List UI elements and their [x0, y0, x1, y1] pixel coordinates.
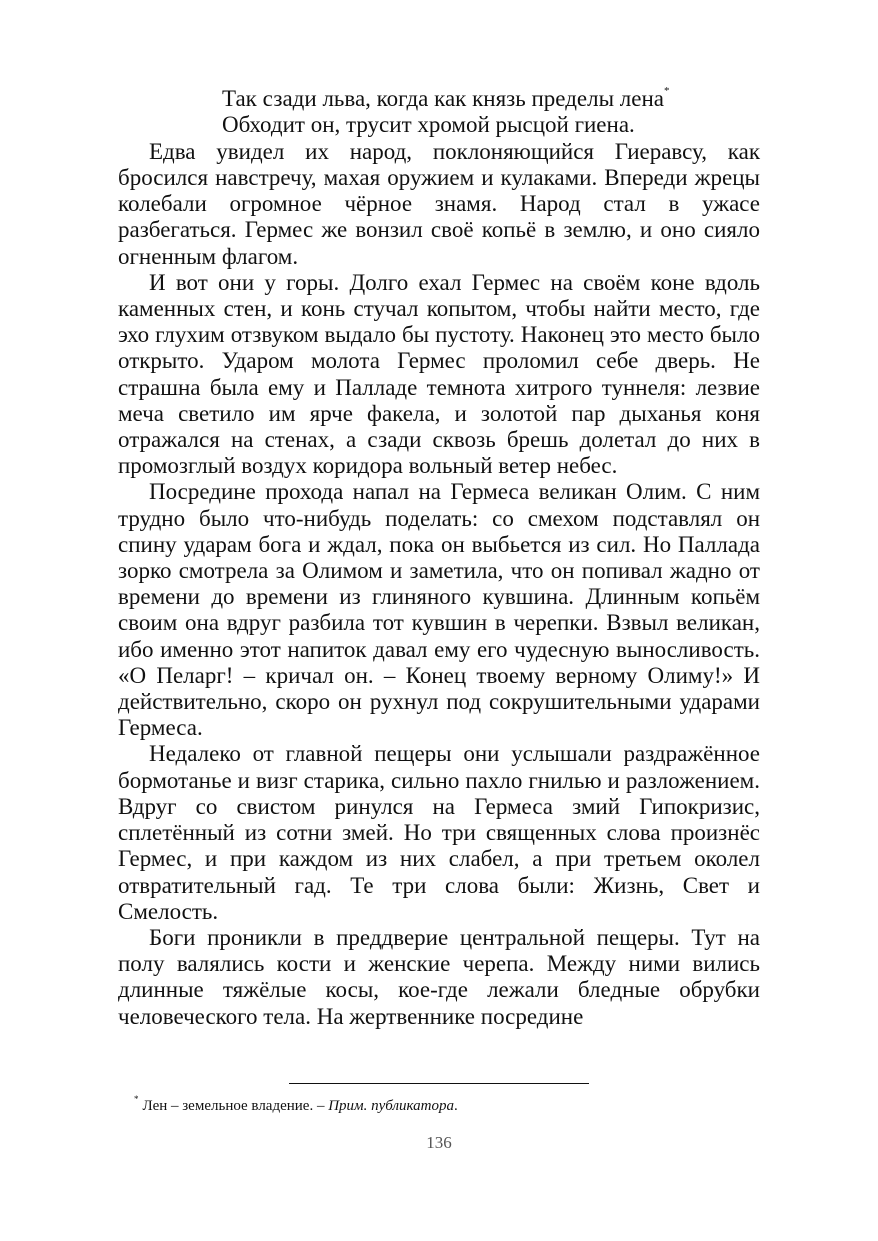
- footnote-end: .: [453, 1098, 458, 1114]
- verse-line-2: Обходит он, трусит хромой рысцой гиена.: [222, 112, 635, 138]
- footnote-text: Лен – земельное владение. –: [142, 1098, 329, 1114]
- paragraph-5: Боги проникли в преддверие центральной пещеры. Тут на полу валялись кости и женские черепа. Между ними вились длинные тяжёлые косы, кое-где лежали бледные обрубки человеческого тела. На жертвеннике посредине: [118, 924, 760, 1029]
- footnote-divider: [289, 1083, 589, 1084]
- verse-line-1: [222, 86, 760, 112]
- paragraph-1: Едва увидел их народ, поклоняющийся Гиеравсу, как бросился навстречу, махая оружием и кулаками. Впереди жрецы колебали огромное чёрное знамя. Народ стал в ужасе разбегаться. Гермес же вонзил своё копьё в землю, и оно сияло огненным флагом.: [118, 138, 760, 269]
- verse-epigraph: [222, 86, 760, 139]
- page-number: 136: [426, 1133, 452, 1152]
- footnote-attribution: Прим. публикатора: [328, 1098, 454, 1114]
- footnote: [134, 1096, 458, 1117]
- footnote-mark: *: [134, 1094, 139, 1104]
- paragraph-2: И вот они у горы. Долго ехал Гермес на своём коне вдоль каменных стен, и конь стучал копытом, чтобы найти место, где эхо глухим отзвуком выдало бы пустоту. Наконец это место было открыто. Ударом молота Гермес проломил себе дверь. Не страшна была ему и Палладе темнота хитрого туннеля: лезвие меча светило им ярче факела, и золотой пар дыханья коня отражался на стенах, а сзади сквозь брешь долетал до них в промозглый воздух коридора вольный ветер небес.: [118, 269, 760, 479]
- paragraph-4: Недалеко от главной пещеры они услышали раздражённое бормотанье и визг старика, сильно пахло гнилью и разложением. Вдруг со свистом ринулся на Гермеса змий Гипокризис, сплетённый из сотни змей. Но три священных слова произнёс Гермес, и при каждом из них слабел, а при третьем околел отвратительный гад. Те три слова были: Жизнь, Свет и Смелость.: [118, 741, 760, 924]
- page-body: [118, 86, 760, 1030]
- footnote-reference-mark: *: [664, 85, 670, 98]
- verse-line-1-text: Так сзади льва, когда как князь пределы лена: [222, 86, 664, 111]
- paragraph-3: Посредине прохода напал на Гермеса великан Олим. С ним трудно было что-нибудь поделать: со смехом подставлял он спину ударам бога и ждал, пока он выбьется из сил. Но Паллада зорко смотрела за Олимом и заметила, что он попивал жадно от времени до времени из глиняного кувшина. Длинным копьём своим она вдруг разбила тот кувшин в черепки. Взвыл великан, ибо именно этот напиток давал ему его чудесную выносливость. «О Пеларг! – кричал он. – Конец твоему верному Олиму!» И действительно, скоро он рухнул под сокрушительными ударами Гермеса.: [118, 479, 760, 741]
